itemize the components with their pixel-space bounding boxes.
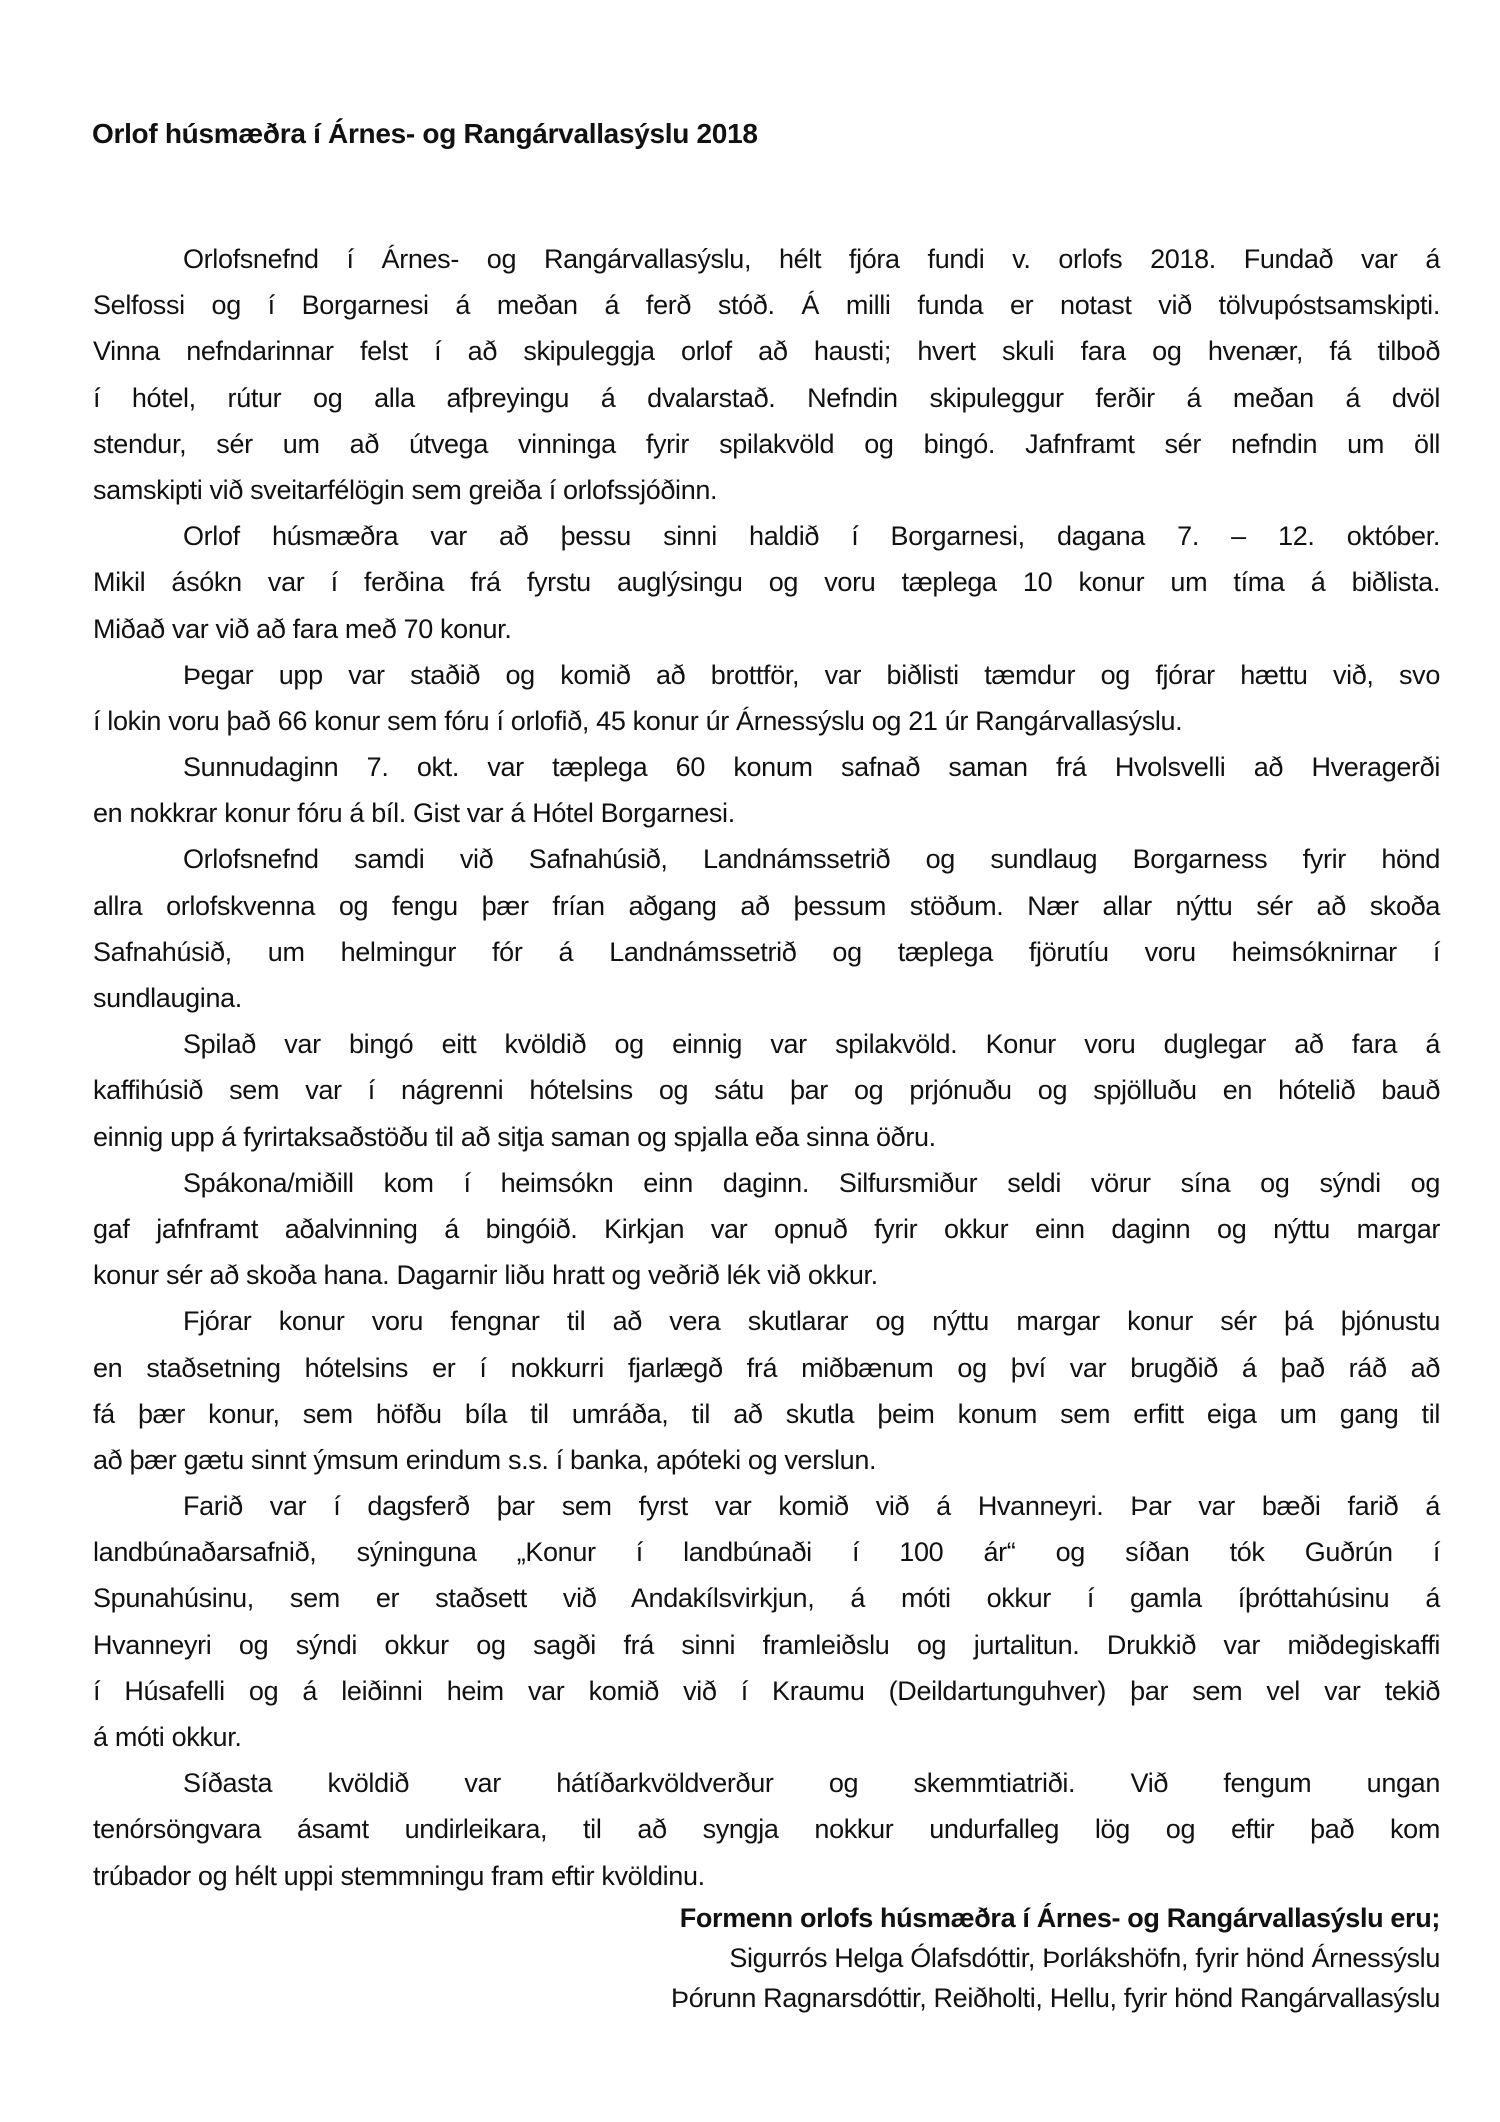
paragraph	[93, 1298, 1440, 1483]
text-line: Spunahúsinu, sem er staðsett við Andakílsvirkjun, á móti okkur í gamla íþróttahúsinu á	[93, 1583, 1440, 1614]
text-line: Sunnudaginn 7. okt. var tæplega 60 konum safnað saman frá Hvolsvelli að Hveragerði	[183, 752, 1440, 783]
text-line: landbúnaðarsafnið, sýninguna „Konur í landbúnaði í 100 ár“ og síðan tók Guðrún í	[93, 1537, 1440, 1568]
text-line: Farið var í dagsferð þar sem fyrst var komið við á Hvanneyri. Þar var bæði farið á	[183, 1491, 1440, 1522]
paragraph	[93, 1021, 1440, 1160]
text-line: að þær gætu sinnt ýmsum erindum s.s. í banka, apóteki og verslun.	[93, 1444, 877, 1475]
text-line: Spilað var bingó eitt kvöldið og einnig var spilakvöld. Konur voru duglegar að fara á	[183, 1029, 1440, 1060]
signature-block	[671, 1898, 1440, 2018]
text-line: einnig upp á fyrirtaksaðstöðu til að sitja saman og spjalla eða sinna öðru.	[93, 1121, 936, 1152]
paragraph	[93, 236, 1440, 513]
text-line: konur sér að skoða hana. Dagarnir liðu hratt og veðrið lék við okkur.	[93, 1260, 878, 1291]
text-line: Miðað var við að fara með 70 konur.	[93, 613, 512, 644]
text-line: Spákona/miðill kom í heimsókn einn daginn. Silfursmiður seldi vörur sína og sýndi og	[183, 1167, 1440, 1198]
paragraph	[93, 744, 1440, 836]
text-line: í Húsafelli og á leiðinni heim var komið við í Kraumu (Deildartunguhver) þar sem vel var tekið	[93, 1675, 1440, 1706]
text-line: Safnahúsið, um helmingur fór á Landnámssetrið og tæplega fjörutíu voru heimsóknirnar í	[93, 936, 1440, 967]
text-line: Orlofsnefnd í Árnes- og Rangárvallasýslu, hélt fjóra fundi v. orlofs 2018. Fundað var á	[183, 244, 1440, 274]
text-line: tenórsöngvara ásamt undirleikara, til að syngja nokkur undurfalleg lög og eftir það kom	[93, 1814, 1440, 1845]
paragraph	[93, 1483, 1440, 1760]
text-line: samskipti við sveitarfélögin sem greiða í orlofssjóðinn.	[93, 474, 718, 505]
text-line: stendur, sér um að útvega vinninga fyrir spilakvöld og bingó. Jafnframt sér nefndin um öll	[93, 428, 1440, 459]
text-line: allra orlofskvenna og fengu þær frían aðgang að þessum stöðum. Nær allar nýttu sér að skoða	[93, 890, 1440, 921]
document-body	[93, 236, 1440, 1899]
text-line: á móti okkur.	[93, 1722, 242, 1752]
paragraph	[93, 836, 1440, 1021]
signatory-1: Sigurrós Helga Ólafsdóttir, Þorlákshöfn, fyrir hönd Árnessýslu	[729, 1943, 1440, 1973]
paragraph	[93, 1760, 1440, 1899]
signatory-2: Þórunn Ragnarsdóttir, Reiðholti, Hellu, fyrir hönd Rangárvallasýslu	[671, 1983, 1440, 2013]
text-line: Vinna nefndarinnar felst í að skipuleggja orlof að hausti; hvert skuli fara og hvenær, fá tilboð	[93, 336, 1440, 367]
text-line: en nokkrar konur fóru á bíl. Gist var á Hótel Borgarnesi.	[93, 798, 735, 829]
text-line: fá þær konur, sem höfðu bíla til umráða, til að skutla þeim konum sem erfitt eiga um gang til	[93, 1398, 1440, 1429]
paragraph	[93, 513, 1440, 652]
text-line: í hótel, rútur og alla afþreyingu á dvalarstað. Nefndin skipuleggur ferðir á meðan á dvöl	[93, 382, 1440, 413]
text-line: Fjórar konur voru fengnar til að vera skutlarar og nýttu margar konur sér þá þjónustu	[183, 1306, 1440, 1337]
text-line: gaf jafnframt aðalvinning á bingóið. Kirkjan var opnuð fyrir okkur einn daginn og nýttu margar	[93, 1213, 1440, 1244]
text-line: Hvanneyri og sýndi okkur og sagði frá sinni framleiðslu og jurtalitun. Drukkið var miðdegiskaffi	[93, 1629, 1440, 1660]
signature-heading: Formenn orlofs húsmæðra í Árnes- og Rangárvallasýslu eru;	[679, 1903, 1440, 1933]
text-line: Þegar upp var staðið og komið að brottför, var biðlisti tæmdur og fjórar hættu við, svo	[183, 659, 1440, 690]
paragraph	[93, 652, 1440, 744]
text-line: sundlaugina.	[93, 983, 242, 1013]
text-line: Selfossi og í Borgarnesi á meðan á ferð stóð. Á milli funda er notast við tölvupóstsamskipti.	[93, 290, 1440, 321]
text-line: Orlofsnefnd samdi við Safnahúsið, Landnámssetrið og sundlaug Borgarness fyrir hönd	[183, 844, 1440, 875]
text-line: Orlof húsmæðra var að þessu sinni haldið í Borgarnesi, dagana 7. – 12. október.	[183, 521, 1440, 552]
paragraph	[93, 1160, 1440, 1299]
text-line: trúbador og hélt uppi stemmningu fram eftir kvöldinu.	[93, 1860, 705, 1891]
text-line: kaffihúsið sem var í nágrenni hótelsins og sátu þar og prjónuðu og spjölluðu en hótelið bauð	[93, 1075, 1440, 1106]
text-line: Síðasta kvöldið var hátíðarkvöldverður og skemmtiatriði. Við fengum ungan	[183, 1768, 1440, 1799]
text-line: Mikil ásókn var í ferðina frá fyrstu auglýsingu og voru tæplega 10 konur um tíma á biðlista.	[93, 567, 1440, 598]
text-line: en staðsetning hótelsins er í nokkurri fjarlægð frá miðbænum og því var brugðið á það ráð að	[93, 1352, 1440, 1383]
text-line: í lokin voru það 66 konur sem fóru í orlofið, 45 konur úr Árnessýslu og 21 úr Rangárvallasýslu.	[93, 705, 1183, 736]
document-title: Orlof húsmæðra í Árnes- og Rangárvallasýslu 2018	[92, 118, 758, 149]
